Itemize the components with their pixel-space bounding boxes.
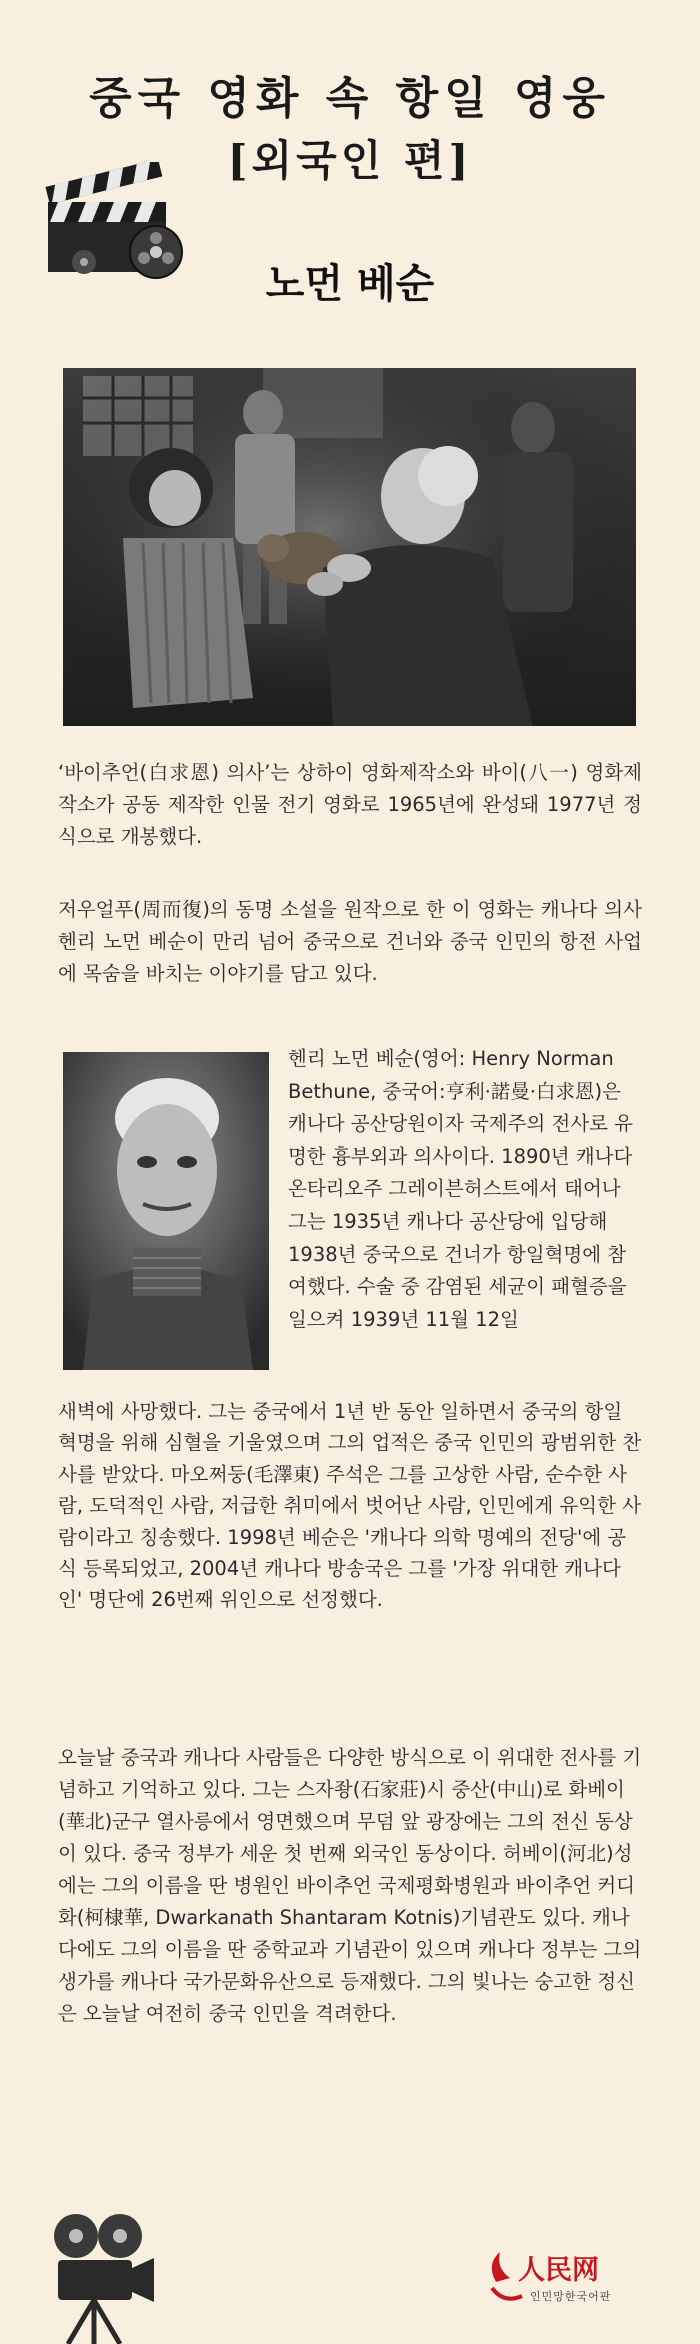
logo-subtitle: 인민망한국어판 — [530, 2290, 612, 2303]
section-heading: 노먼 베순 — [265, 261, 435, 307]
film-projector-icon — [48, 2212, 158, 2344]
page-title: 중국 영화 속 항일 영웅 — [89, 73, 611, 124]
paragraph-bethune-legacy: 새벽에 사망했다. 그는 중국에서 1년 반 동안 일하면서 중국의 항일 혁명을 위해 심혈을 기울였으며 그의 업적은 중국 인민의 광범위한 찬사를 받았다. 마오쩌둥(毛澤東) 주석은 그를 고상한 사람, 순수한 사람, 도덕적인 사람, 저급한 취미에서 벗어난 사람, 인민에게 유익한 사람이라고 칭송했다. 1998년 베순은 '캐나다 의학 명예의 전당'에 공식 등록되었고, 2004년 캐나다 방송국은 그를 '가장 위대한 캐나다인' 명단에 26번째 위인으로 선정했다. — [58, 1400, 642, 1612]
portrait-photo — [63, 1052, 269, 1370]
film-still-photo — [63, 368, 636, 726]
logo-wordmark[interactable]: 人民网 — [518, 2255, 599, 2286]
paragraph-commemoration: 오늘날 중국과 캐나다 사람들은 다양한 방식으로 이 위대한 전사를 기념하고 기억하고 있다. 그는 스자좡(石家莊)시 중산(中山)로 화베이(華北)군구 열사릉에서 영면했으며 무덤 앞 광장에는 그의 전신 동상이 있다. 중국 정부가 세운 첫 번째 외국인 동상이다. 허베이(河北)성에는 그의 이름을 딴 병원인 바이추언 국제평화병원과 바이추언 커디화(柯棣華, Dwarkanath Shantaram Kotnis)기념관도 있다. 캐나다에도 그의 이름을 딴 중학교과 기념관이 있으며 캐나다 정부는 그의 생가를 캐나다 국가문화유산으로 등재했다. 그의 빛나는 숭고한 정신은 오늘날 여전히 중국 인민을 격려한다. — [58, 1746, 642, 2025]
paragraph-film-story: 저우얼푸(周而復)의 동명 소설을 원작으로 한 이 영화는 캐나다 의사 헨리 노먼 베순이 만리 넘어 중국으로 건너와 중국 인민의 항전 사업에 목숨을 바치는 이야기를 담고 있다. — [58, 898, 642, 985]
paragraph-bethune-bio: 헨리 노먼 베순(영어: Henry Norman Bethune, 중국어:亨利·諾曼·白求恩)은 캐나다 공산당원이자 국제주의 전사로 유명한 흉부외과 의사이다. 1890년 캐나다 온타리오주 그레이븐허스트에서 태어나 그는 1935년 캐나다 공산당에 입당해 1938년 중국으로 건너가 항일혁명에 참여했다. 수술 중 감염된 세균이 패혈증을 일으켜 1939년 11월 12일 — [288, 1047, 634, 1331]
paragraph-film-intro: ‘바이추언(白求恩) 의사’는 상하이 영화제작소와 바이(八一) 영화제작소가 공동 제작한 인물 전기 영화로 1965년에 완성돼 1977년 정식으로 개봉했다. — [58, 761, 642, 848]
page-title-category: [외국인 편] — [227, 136, 473, 185]
